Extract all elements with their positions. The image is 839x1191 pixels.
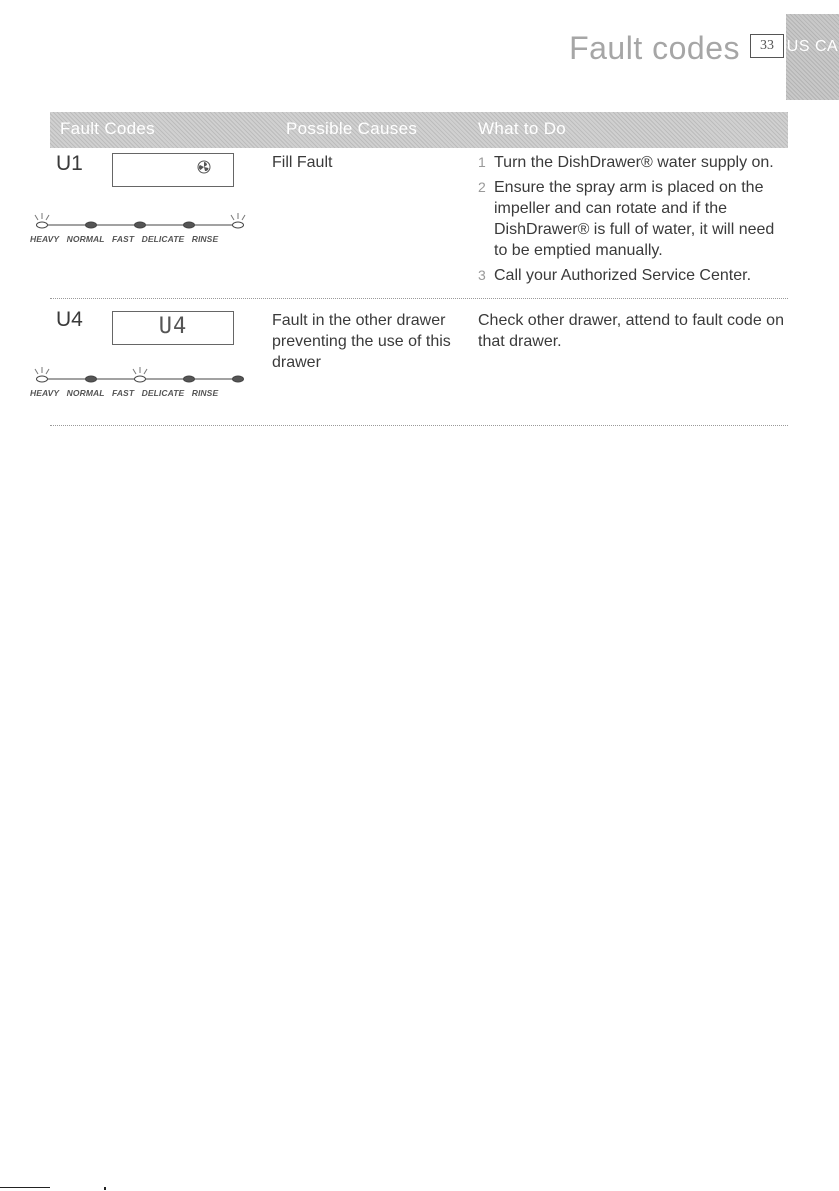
program-label: RINSE — [191, 234, 219, 244]
led-fast — [135, 222, 146, 228]
program-label: FAST — [112, 388, 135, 398]
flash-rays-rinse — [231, 213, 245, 220]
led-normal — [86, 222, 97, 228]
program-leds — [30, 364, 260, 386]
column-header-fault-codes: Fault Codes — [60, 119, 155, 138]
column-header-possible-causes: Possible Causes — [286, 119, 418, 138]
possible-cause: Fault in the other drawer preventing the use of this drawer — [272, 312, 451, 371]
table-header — [50, 112, 788, 148]
led-heavy — [37, 376, 48, 382]
flash-rays-heavy — [35, 213, 49, 220]
led-heavy — [37, 222, 48, 228]
led-delicate — [184, 222, 195, 228]
program-leds — [30, 210, 260, 232]
step-item — [478, 265, 788, 286]
step-item — [478, 152, 788, 173]
crop-mark — [104, 1187, 106, 1190]
crop-mark — [0, 1187, 50, 1188]
display-panel — [112, 311, 234, 345]
step-number: 3 — [478, 267, 486, 283]
program-label: DELICATE — [141, 388, 185, 398]
row-divider — [50, 298, 788, 299]
program-label: HEAVY — [30, 234, 60, 244]
step-text: Turn the DishDrawer® water supply on. — [494, 154, 774, 171]
fan-icon — [197, 160, 211, 174]
column-header-what-to-do: What to Do — [478, 119, 567, 138]
step-number: 2 — [478, 179, 486, 195]
program-labels — [30, 234, 260, 244]
program-label: HEAVY — [30, 388, 60, 398]
step-item — [478, 177, 788, 261]
led-delicate — [184, 376, 195, 382]
program-label: NORMAL — [66, 234, 105, 244]
possible-cause: Fill Fault — [272, 154, 333, 171]
row-divider — [50, 425, 788, 426]
step-text: Ensure the spray arm is placed on the impeller and can rotate and if the DishDrawer® is full of water, it will need to be emptied manually. — [494, 179, 775, 259]
display-readout: U4 — [158, 314, 188, 339]
flash-rays-fast — [133, 367, 147, 374]
program-label: DELICATE — [141, 234, 185, 244]
led-fast — [135, 376, 146, 382]
led-rinse — [233, 376, 244, 382]
what-to-do-text: Check other drawer, attend to fault code on that drawer. — [478, 312, 784, 350]
fault-code: U1 — [56, 152, 83, 175]
flash-rays-heavy — [35, 367, 49, 374]
page-title: Fault codes — [569, 30, 740, 66]
display-panel — [112, 153, 234, 187]
program-label: NORMAL — [66, 388, 105, 398]
fault-code: U4 — [56, 308, 83, 331]
region-tab-label: US CA — [786, 38, 839, 55]
led-rinse — [233, 222, 244, 228]
step-text: Call your Authorized Service Center. — [494, 267, 752, 284]
step-number: 1 — [478, 154, 486, 170]
what-to-do-steps — [478, 152, 788, 290]
led-normal — [86, 376, 97, 382]
program-label: FAST — [112, 234, 135, 244]
page-number: 33 — [750, 34, 784, 58]
region-tab — [786, 14, 839, 100]
program-label: RINSE — [191, 388, 219, 398]
program-labels — [30, 388, 260, 398]
